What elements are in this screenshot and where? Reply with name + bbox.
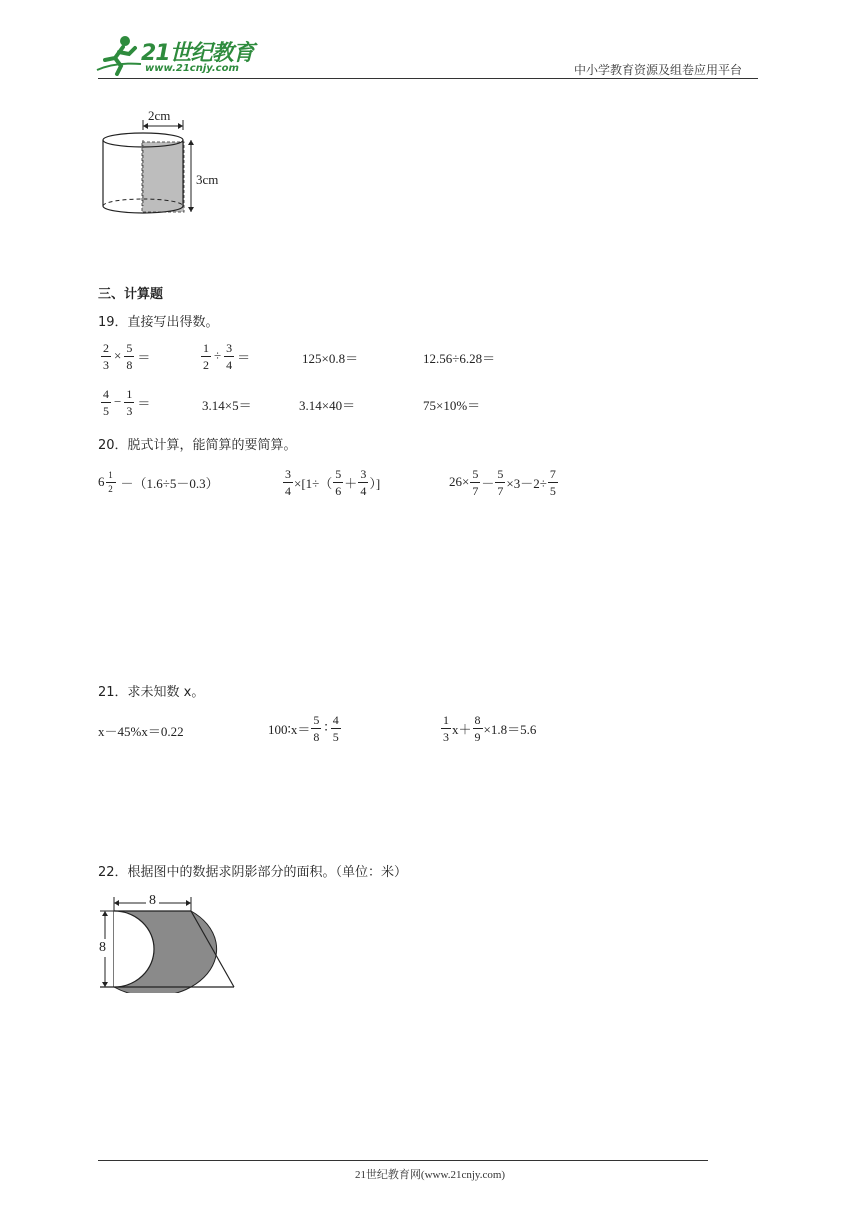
cylinder-height-label: 3cm	[196, 172, 219, 187]
q20-expr2: $\frac{3}{4}$ ×[1÷（ $\frac{5}{6}$ ＋ $\frac{3}{4}$ ）]	[285, 466, 381, 498]
q19-r2c3: 3.14×40＝	[299, 398, 356, 413]
footer-rule	[98, 1160, 708, 1161]
shaded-area-diagram	[96, 893, 241, 993]
q19-r2c2: 3.14×5＝	[202, 398, 252, 413]
section-title: 三、计算题	[98, 287, 164, 302]
q19-r1c3: 125×0.8＝	[302, 351, 359, 366]
logo-main-text: 21世纪教育	[141, 41, 254, 66]
q20-prompt: 20．脱式计算，能简算的要简算。	[98, 438, 297, 453]
header-platform-text: 中小学教育资源及组卷应用平台	[574, 63, 743, 77]
runner-logo-icon	[95, 34, 143, 76]
q21-prompt: 21．求未知数 x。	[98, 685, 205, 700]
q21-eq2: 100∶x＝ $\frac{5}{8}$ ∶ $\frac{4}{5}$	[268, 712, 339, 744]
q22-left-label: 8	[99, 940, 106, 955]
cylinder-width-label: 2cm	[148, 108, 171, 123]
q20-expr3: 26× $\frac{5}{7}$ － $\frac{5}{7}$ ×3－2÷ $\frac{7}{5}$	[449, 466, 556, 498]
q22-figure	[96, 893, 241, 993]
footer-text: 21世纪教育网(www.21cnjy.com)	[354, 1169, 506, 1181]
q19-r2c4: 75×10%＝	[423, 398, 481, 413]
q19-r2c1: $\frac{4}{5}$ − $\frac{1}{3}$ ＝	[103, 386, 151, 418]
cylinder-figure	[98, 106, 238, 226]
q22-top-label: 8	[146, 893, 159, 909]
q19-prompt: 19．直接写出得数。	[98, 315, 219, 330]
q19-r1c1: $\frac{2}{3}$ × $\frac{5}{8}$ ＝	[103, 340, 151, 372]
q21-eq1: x－45%x＝0.22	[98, 724, 184, 739]
cylinder-diagram	[98, 106, 238, 226]
header-rule	[98, 78, 758, 79]
q19-r1c2: $\frac{1}{2}$ ÷ $\frac{3}{4}$ ＝	[203, 340, 251, 372]
q20-expr1: 6 $\frac{1}{2}$ －（1.6÷5－0.3）	[98, 469, 219, 494]
q19-r1c4: 12.56÷6.28＝	[423, 351, 496, 366]
q21-eq3: $\frac{1}{3}$ x＋ $\frac{8}{9}$ ×1.8＝5.6	[443, 712, 537, 744]
header-logo	[95, 34, 260, 78]
q22-prompt: 22．根据图中的数据求阴影部分的面积。（单位：米）	[98, 865, 408, 880]
logo-url-text: www.21cnjy.com	[145, 63, 239, 74]
